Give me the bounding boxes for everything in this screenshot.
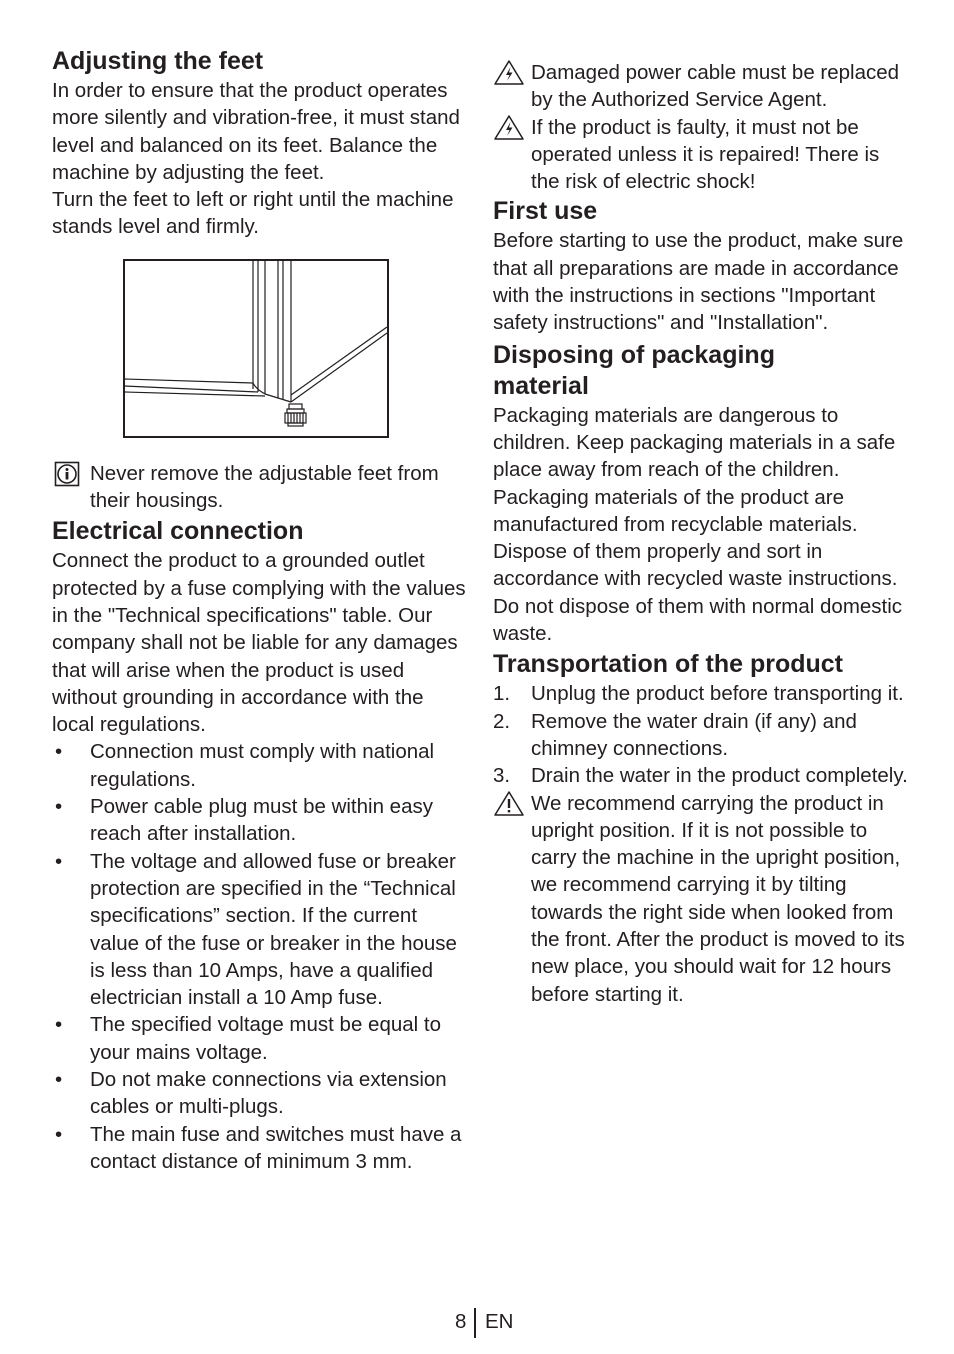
feet-paragraph-1: In order to ensure that the product operates more silently and vibration-free, it must stand level and balanced on its feet. Balance the machine by adjusting the feet. (52, 79, 460, 184)
heading-transportation: Transportation of the product (493, 650, 843, 679)
warning-faulty-product (493, 114, 913, 196)
electrical-bullet-list (52, 738, 467, 1175)
first-use-paragraph: Before starting to use the product, make sure that all preparations are made in accordance with the instructions in sections "Important safety instructions" and "Installation". (493, 229, 904, 335)
page-footer (0, 1308, 954, 1338)
left-column (52, 46, 467, 1175)
warning-text: If the product is faulty, it must not be operated unless it is repaired! There is the risk of electric shock! (531, 115, 880, 194)
list-item: 2. Remove the water drain (if any) and chimney connections. (493, 709, 857, 760)
bullet-marker: • (55, 1013, 63, 1037)
page-number: 8 (455, 1310, 467, 1333)
language-code: EN (485, 1310, 514, 1333)
list-item: • Connection must comply with national regulations. (52, 738, 467, 793)
warning-transport (493, 790, 913, 1008)
list-item: • The main fuse and switches must have a contact distance of minimum 3 mm. (52, 1121, 467, 1176)
foot-drawing (125, 261, 387, 436)
heading-disposing-packaging: Disposing of packaging material (493, 340, 775, 400)
step-number: 3. (493, 764, 511, 788)
electric-shock-warning-icon (493, 59, 525, 86)
bullet-marker: • (55, 795, 63, 819)
info-note (52, 460, 467, 515)
list-item: • Do not make connections via extension cables or multi-plugs. (52, 1066, 467, 1121)
packaging-paragraph-2: Packaging materials of the product are manufactured from recyclable materials. Dispose of them properly and sort in accordance with recycled waste instructions. Do not dispose of them with normal domestic waste. (493, 485, 903, 646)
warning-text: We recommend carrying the product in upright position. If it is not possible to carry the machine in the upright position, we recommend carrying it by tilting towards the right side when looked from the front. After the product is moved to its new place, you should wait for 12 hours before starting it. (531, 791, 905, 1006)
list-item: • The voltage and allowed fuse or breaker protection are specified in the “Technical specifications” section. If the current value of the fuse or breaker in the house is less than 10 Amps, have a qualified electrician install a 10 Amp fuse. (52, 848, 467, 1012)
feet-paragraph-2: Turn the feet to left or right until the machine stands level and firmly. (52, 188, 454, 239)
warning-icon (493, 790, 525, 817)
packaging-paragraph-1: Packaging materials are dangerous to children. Keep packaging materials in a safe place away from reach of the children. (493, 403, 896, 482)
bullet-marker: • (55, 1122, 63, 1146)
step-number: 2. (493, 709, 511, 733)
list-item: • The specified voltage must be equal to your mains voltage. (52, 1011, 467, 1066)
electrical-paragraph: Connect the product to a grounded outlet protected by a fuse complying with the values in the "Technical specifications" table. Our company shall not be liable for any damages that will arise when the product is used without grounding in accordance with the local regulations. (52, 549, 466, 737)
bullet-marker: • (55, 740, 63, 764)
step-number: 1. (493, 682, 511, 706)
list-item: • Power cable plug must be within easy reach after installation. (52, 793, 467, 848)
bullet-marker: • (55, 1068, 63, 1092)
bullet-marker: • (55, 849, 63, 873)
list-item: 3. Drain the water in the product completely. (493, 762, 913, 789)
right-column (493, 59, 913, 1008)
list-item: 1. Unplug the product before transporting it. (493, 680, 913, 707)
heading-electrical-connection: Electrical connection (52, 517, 304, 546)
heading-first-use: First use (493, 197, 598, 226)
electric-shock-warning-icon (493, 114, 525, 141)
adjustable-foot-illustration (123, 259, 389, 438)
warning-damaged-cable (493, 59, 913, 114)
info-note-text: Never remove the adjustable feet from their housings. (90, 461, 439, 513)
warning-text: Damaged power cable must be replaced by the Authorized Service Agent. (531, 61, 900, 112)
info-icon (52, 461, 82, 487)
heading-adjusting-feet: Adjusting the feet (52, 47, 264, 75)
footer-divider (474, 1308, 476, 1338)
transport-steps-list (493, 680, 913, 789)
